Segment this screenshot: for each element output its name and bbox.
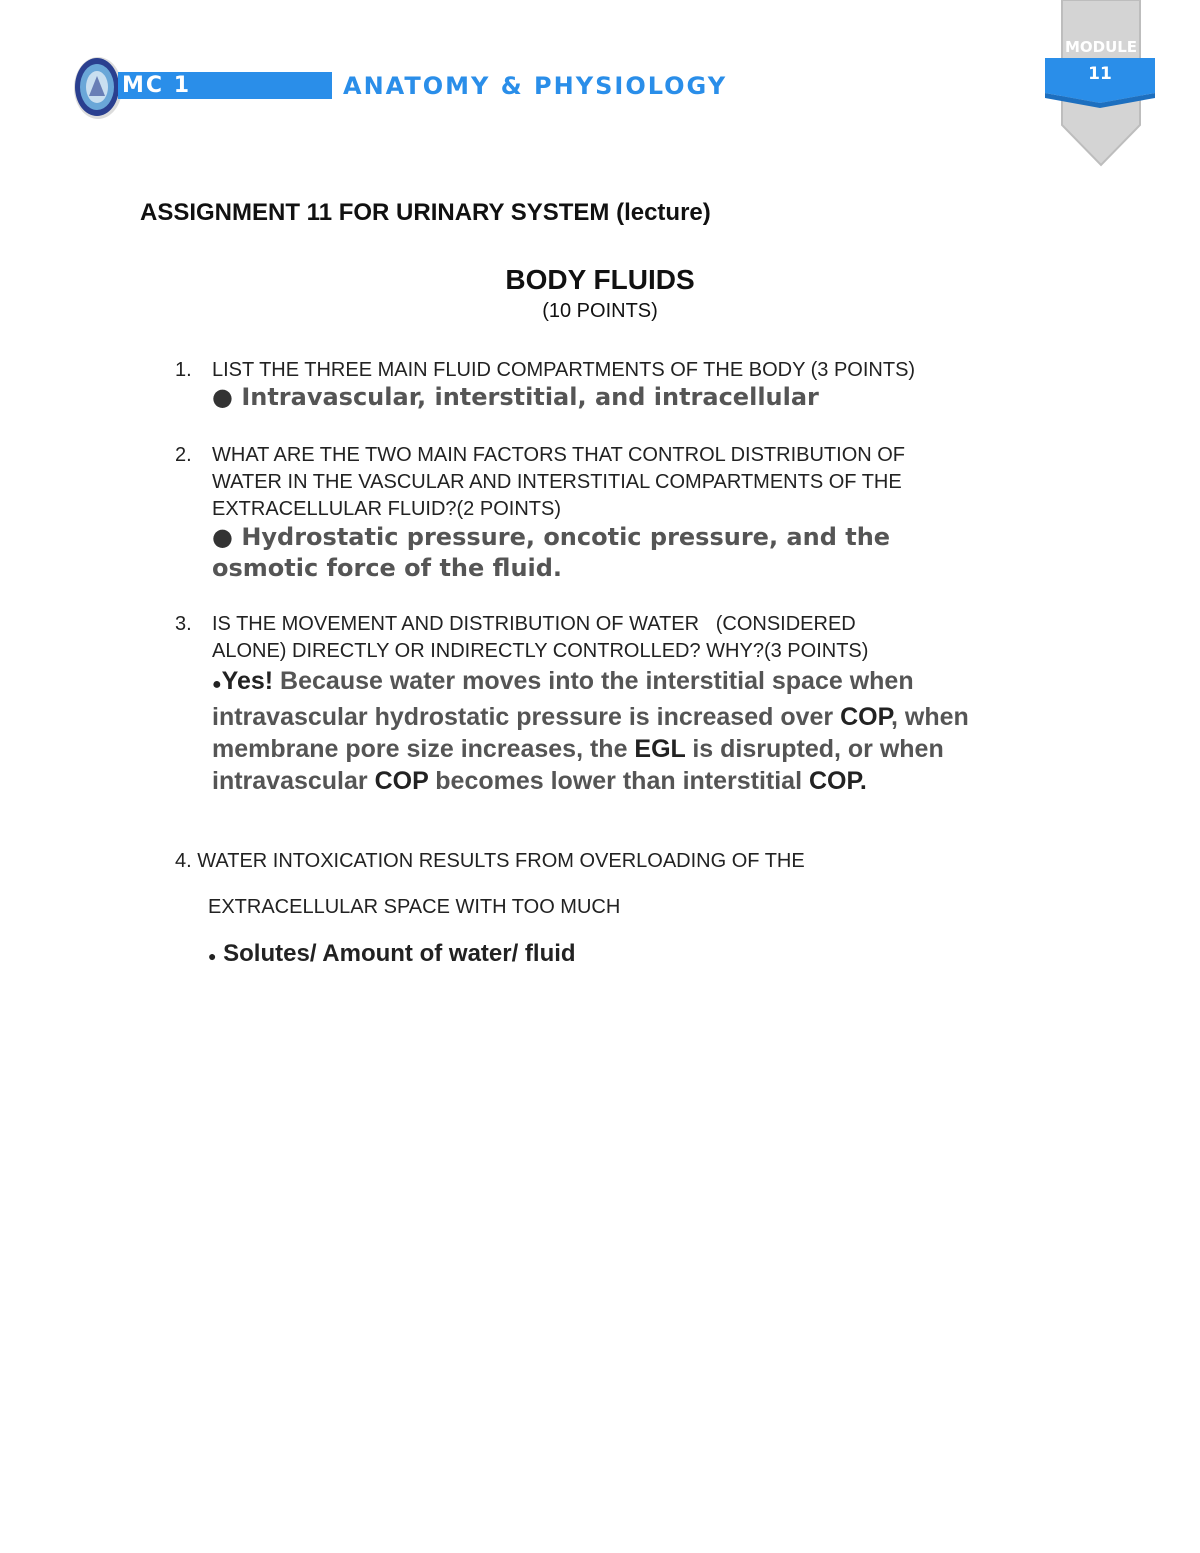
- answer-term: COP: [840, 703, 892, 731]
- question-line: LIST THE THREE MAIN FLUID COMPARTMENTS OF THE BODY (3 POINTS): [212, 359, 916, 381]
- answer-text: Because water moves into the interstitial space when: [273, 667, 914, 695]
- answer-2: [212, 522, 890, 584]
- assignment-title: ASSIGNMENT 11 FOR URINARY SYSTEM (lecture): [140, 199, 711, 226]
- answer-text: intravascular hydrostatic pressure is increased over: [212, 703, 841, 731]
- question-number: 1.: [175, 359, 192, 381]
- bullet-icon: ●: [212, 383, 233, 411]
- document-points: (10 POINTS): [542, 300, 658, 322]
- answer-text: is disrupted, or when: [685, 735, 944, 763]
- answer-term: COP: [374, 767, 429, 795]
- module-number: 11: [1088, 64, 1112, 84]
- answer-term: EGL: [634, 735, 686, 763]
- answer-text: intravascular: [212, 767, 375, 795]
- question-text: [212, 357, 1062, 384]
- question-number: 4.: [175, 850, 192, 872]
- question-line: EXTRACELLULAR FLUID?(2 POINTS): [212, 498, 561, 520]
- course-code-bar: [118, 72, 332, 99]
- question-text: [212, 442, 1062, 523]
- answer-1: [212, 382, 819, 413]
- answer-text: , when: [891, 703, 969, 731]
- answer-text: becomes lower than interstitial: [428, 767, 809, 795]
- question-4: [175, 850, 805, 873]
- bullet-icon: ●: [208, 948, 217, 964]
- bullet-icon: ●: [212, 523, 233, 551]
- subject-title: ANATOMY & PHYSIOLOGY: [343, 72, 728, 100]
- module-label: MODULE: [1064, 38, 1138, 56]
- question-text: [212, 611, 1062, 665]
- answer-term: COP.: [808, 767, 867, 795]
- answer-text: osmotic force of the fluid.: [212, 554, 563, 582]
- answer-3: [212, 665, 1112, 797]
- question-line: ALONE) DIRECTLY OR INDIRECTLY CONTROLLED? WHY?(3 POINTS): [212, 640, 869, 662]
- course-code: MC 1: [122, 73, 192, 98]
- question-line: IS THE MOVEMENT AND DISTRIBUTION OF WATER (CONSIDERED: [212, 613, 856, 635]
- answer-lead: Yes!: [221, 667, 274, 695]
- module-badge: [1040, 0, 1160, 170]
- question-line: WATER INTOXICATION RESULTS FROM OVERLOADING OF THE: [197, 850, 805, 872]
- answer-text: Hydrostatic pressure, oncotic pressure, and the: [241, 523, 891, 551]
- answer-4: [208, 940, 576, 968]
- question-line: WATER IN THE VASCULAR AND INTERSTITIAL COMPARTMENTS OF THE: [212, 471, 902, 493]
- answer-text: Intravascular, interstitial, and intracellular: [241, 383, 819, 411]
- answer-text: membrane pore size increases, the: [212, 735, 635, 763]
- question-line: WHAT ARE THE TWO MAIN FACTORS THAT CONTROL DISTRIBUTION OF: [212, 444, 906, 466]
- question-number: 3.: [175, 613, 192, 635]
- school-seal-logo: [73, 56, 123, 120]
- bullet-icon: ●: [212, 676, 222, 693]
- document-title: BODY FLUIDS: [505, 264, 695, 295]
- question-number: 2.: [175, 444, 192, 466]
- question-line: EXTRACELLULAR SPACE WITH TOO MUCH: [208, 896, 621, 918]
- answer-text: Solutes/ Amount of water/ fluid: [223, 940, 576, 967]
